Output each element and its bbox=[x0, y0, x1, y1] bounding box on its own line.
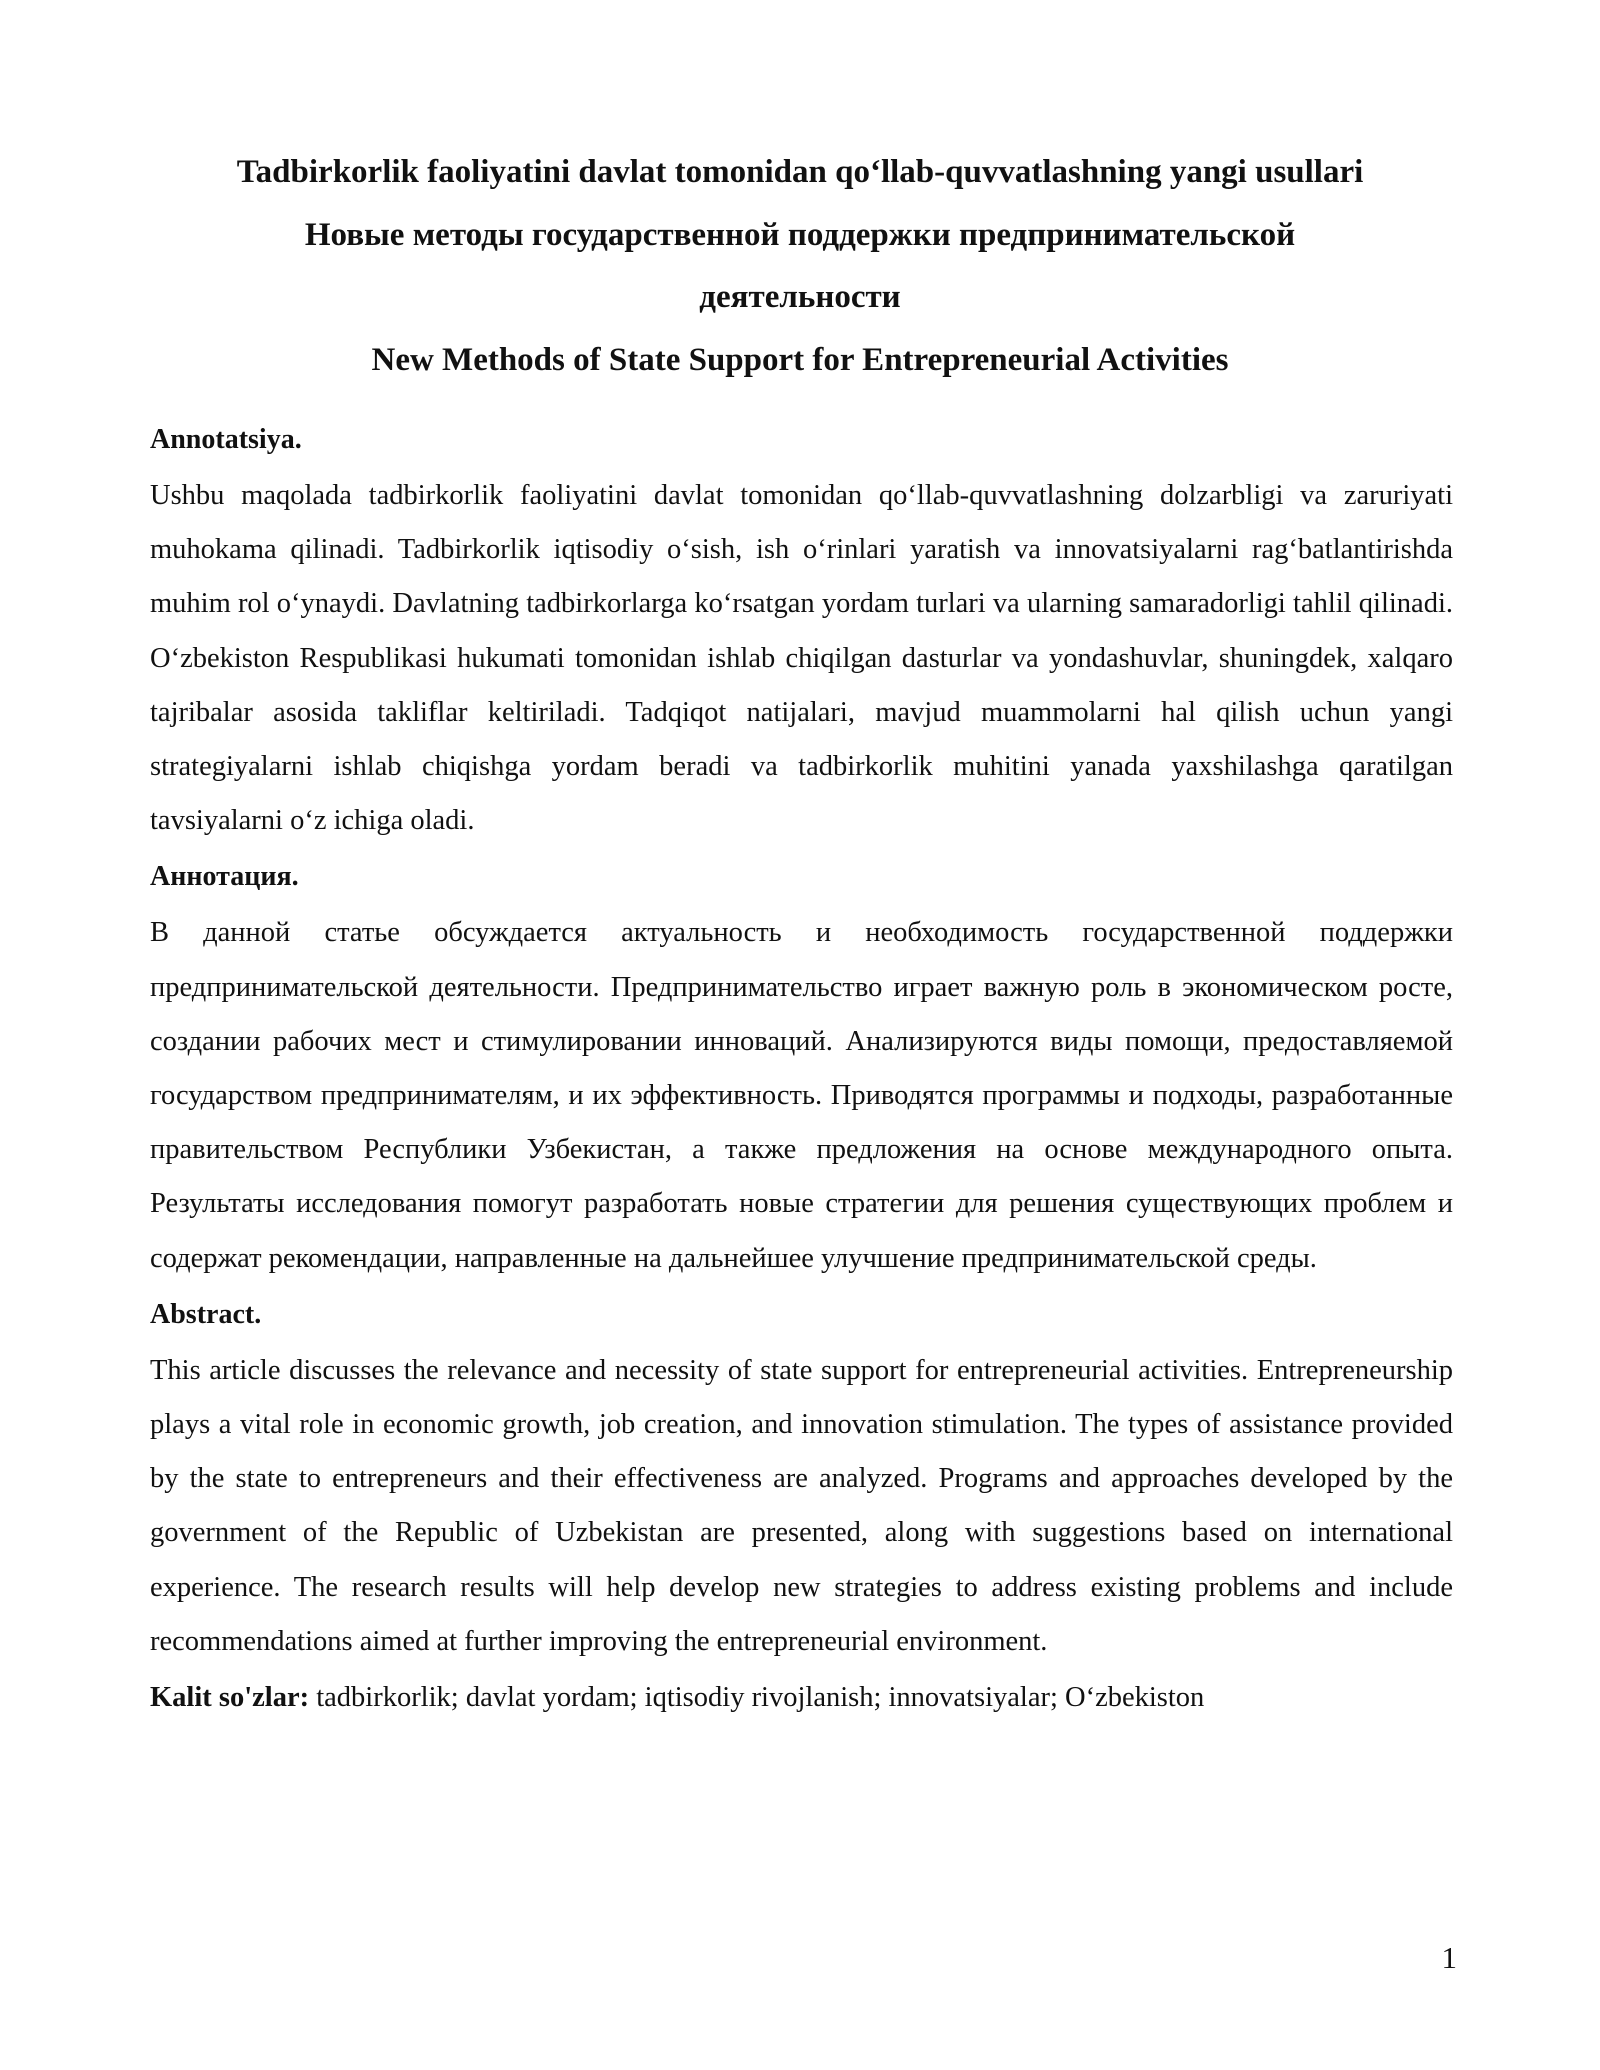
annotation-ru-text: В данной статье обсуждается актуальность и необходимость государственной поддержки предпринимательской деятельности. Предпринимательство играет важную роль в экономическом росте, создании рабочих мест и стимулировании инноваций. Анализируются виды помощи, предоставляемой государством предпринимателям, и их эффективность. Приводятся программы и подходы, разработанные правительством Республики Узбекистан, а также предложения на основе международного опыта. Результаты исследования помогут разработать новые стратегии для решения существующих проблем и содержат рекомендации, направленные на дальнейшее улучшение предпринимательской среды. bbox=[150, 917, 1453, 1274]
abstract-en-heading: Abstract. bbox=[150, 1298, 262, 1330]
title-block bbox=[150, 140, 1450, 392]
abstract-body bbox=[150, 411, 1453, 1727]
annotation-uz-heading: Annotatsiya. bbox=[150, 424, 302, 455]
keywords-line bbox=[150, 1669, 1453, 1727]
title-english: New Methods of State Support for Entrepreneurial Activities bbox=[371, 342, 1229, 378]
annotation-ru-heading: Аннотация. bbox=[150, 861, 299, 893]
title-uzbek: Tadbirkorlik faoliyatini davlat tomonidan qo‘llab-quvvatlashning yangi usullari bbox=[236, 154, 1364, 190]
title-russian: Новые методы государственной поддержки предпринимательской деятельности bbox=[304, 217, 1296, 315]
annotation-uz-text: Ushbu maqolada tadbirkorlik faoliyatini davlat tomonidan qo‘llab-quvvatlashning dolzarbligi va zaruriyati muhokama qilinadi. Tadbirkorlik iqtisodiy o‘sish, ish o‘rinlari yaratish va innovatsiyalarni rag‘batlantirishda muhim rol o‘ynaydi. Davlatning tadbirkorlarga ko‘rsatgan yordam turlari va ularning samaradorligi tahlil qilinadi. O‘zbekiston Respublikasi hukumati tomonidan ishlab chiqilgan dasturlar va yondashuvlar, shuningdek, xalqaro tajribalar asosida takliflar keltiriladi. Tadqiqot natijalari, mavjud muammolarni hal qilish uchun yangi strategiyalarni ishlab chiqishga yordam beradi va tadbirkorlik muhitini yanada yaxshilashga qaratilgan tavsiyalarni o‘z ichiga oladi. bbox=[150, 480, 1453, 837]
page-number: 1 bbox=[1441, 1940, 1457, 1975]
abstract-en-text: This article discusses the relevance and necessity of state support for entrepreneurial activities. Entrepreneurship plays a vital role in economic growth, job creation, and innovation stimulation. The types of assistance provided by the state to entrepreneurs and their effectiveness are analyzed. Programs and approaches developed by the government of the Republic of Uzbekistan are presented, along with suggestions based on international experience. The research results will help develop new strategies to address existing problems and include recommendations aimed at further improving the entrepreneurial environment. bbox=[150, 1354, 1453, 1657]
keywords-label: Kalit so'zlar: bbox=[150, 1682, 310, 1714]
keywords-text: tadbirkorlik; davlat yordam; iqtisodiy rivojlanish; innovatsiyalar; O‘zbekiston bbox=[309, 1682, 1205, 1714]
